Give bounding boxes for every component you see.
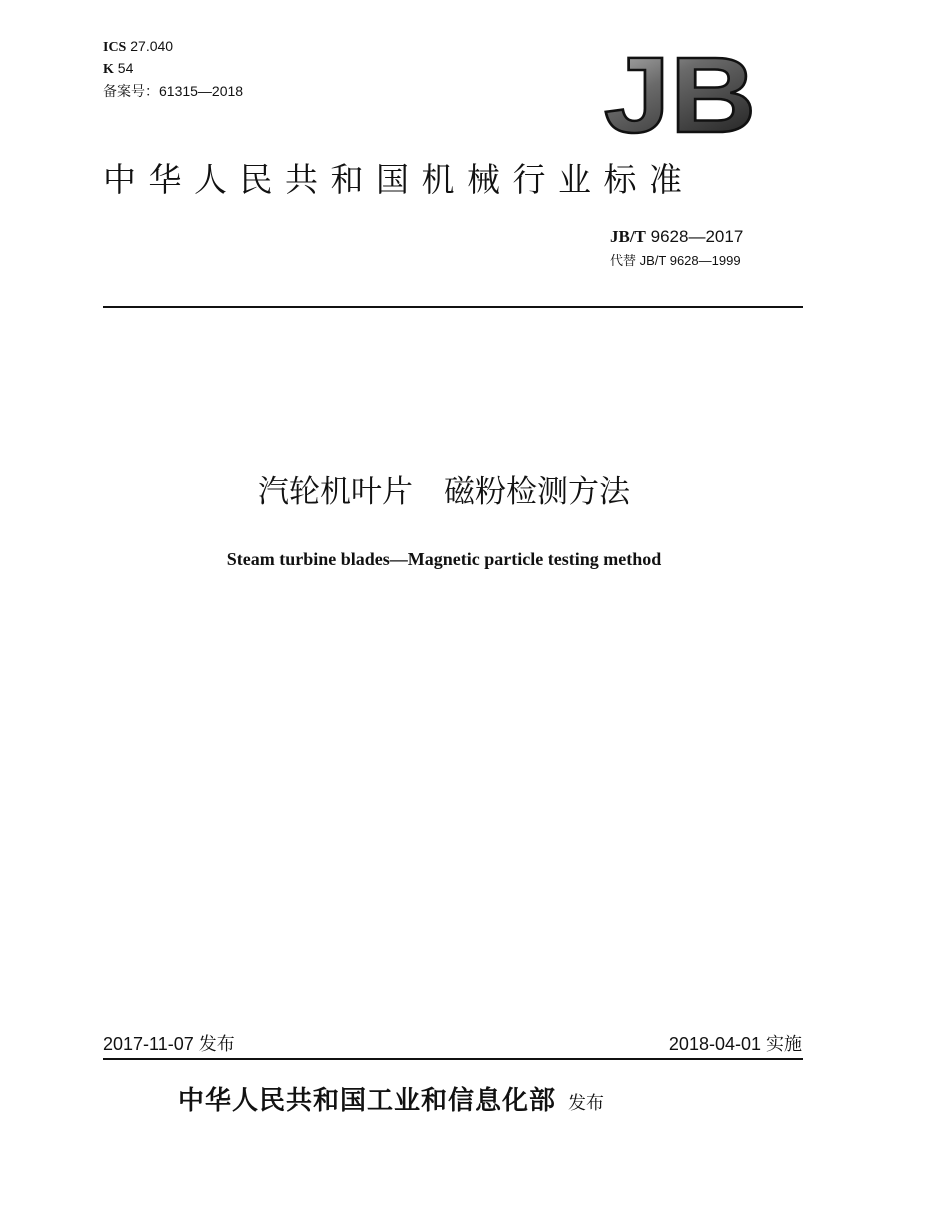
standard-code-prefix: JB/T: [610, 227, 646, 246]
industry-standard-title: 中华人民共和国机械行业标准: [103, 160, 695, 199]
ics-code: [103, 38, 173, 56]
implementation-date: 2018-04-01 实施: [668, 1034, 802, 1054]
ics-label: ICS: [103, 40, 127, 55]
publisher-organization: 中华人民共和国工业和信息化部: [178, 1086, 557, 1116]
ics-value: 27.040: [130, 38, 174, 54]
header-divider: [103, 306, 803, 308]
publisher-action: 发布: [568, 1093, 605, 1114]
document-title-english: Steam turbine blades—Magnetic particle testing method: [226, 549, 662, 569]
jb-logo: [600, 44, 760, 140]
jb-logo-text: JB: [604, 44, 756, 140]
publisher: [178, 1085, 604, 1120]
footer-divider: [103, 1058, 803, 1060]
issue-date: 2017-11-07 发布: [103, 1034, 235, 1054]
k-value: 54: [117, 60, 134, 76]
k-label: K: [103, 62, 114, 77]
classification-code: [103, 60, 133, 78]
standard-number: [610, 227, 743, 247]
filing-number: 备案号：61315—2018: [103, 83, 244, 99]
replaces-standard: 代替 JB/T 9628—1999: [610, 253, 741, 268]
document-title-chinese: 汽轮机叶片 磁粉检测方法: [258, 474, 630, 510]
standard-code-number: 9628—2017: [650, 227, 744, 246]
